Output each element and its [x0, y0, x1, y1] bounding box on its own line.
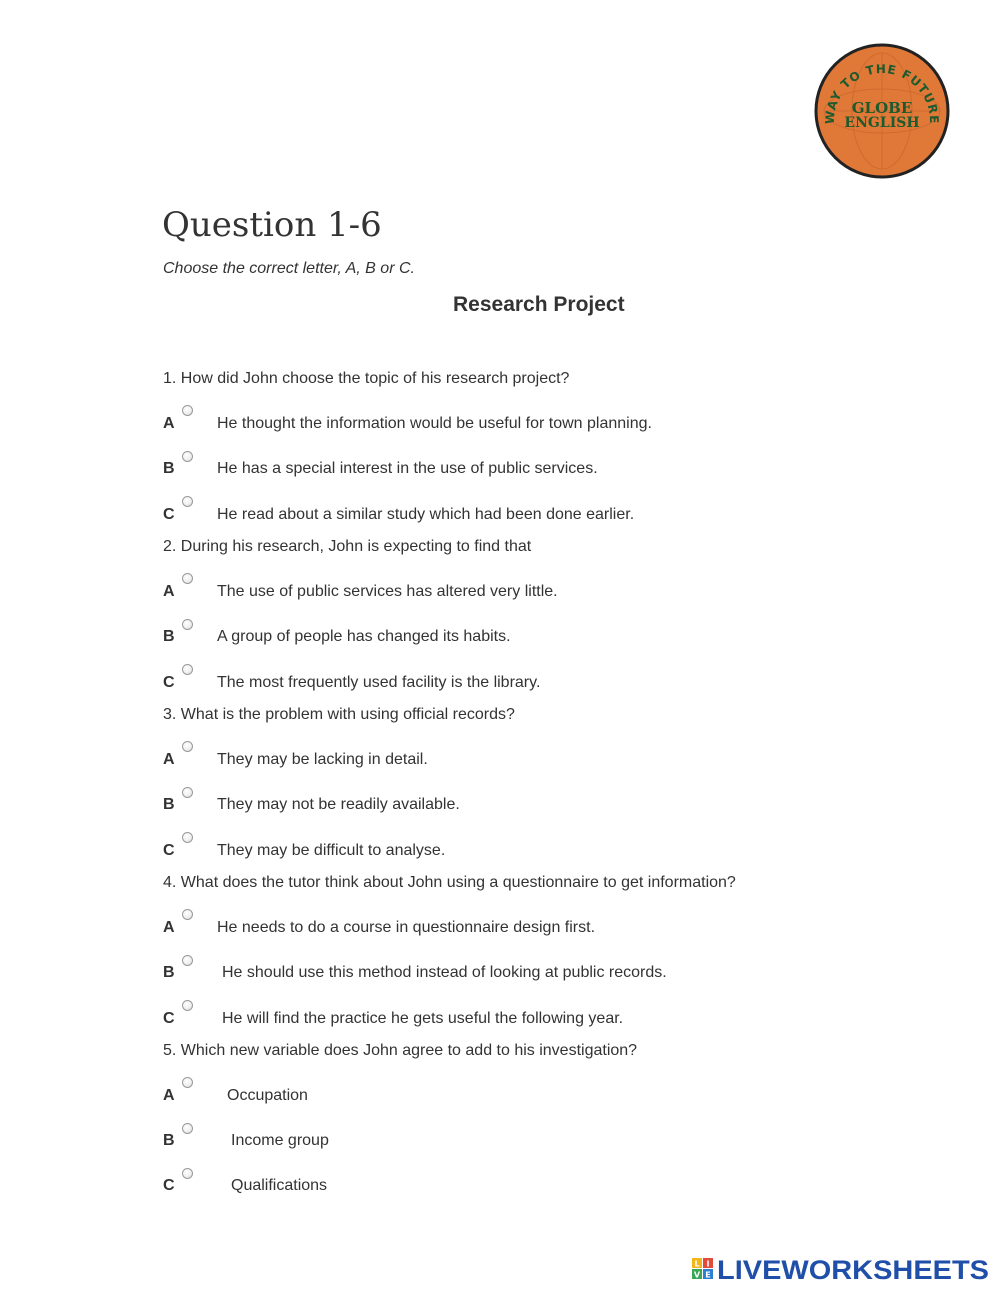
q3-option-c-text: They may be difficult to analyse. — [217, 842, 446, 859]
q4-option-b-text: He should use this method instead of looking at public records. — [222, 964, 667, 981]
q3-option-a-radio[interactable] — [182, 741, 193, 752]
q4-option-b-radio[interactable] — [182, 955, 193, 966]
q5-option-c-letter: C — [163, 1177, 175, 1194]
q5-option-c-radio[interactable] — [182, 1168, 193, 1179]
q1-option-a-text: He thought the information would be useful for town planning. — [217, 415, 652, 432]
q2-option-a-radio[interactable] — [182, 573, 193, 584]
q2-option-b-radio[interactable] — [182, 619, 193, 630]
q1-option-a-radio[interactable] — [182, 405, 193, 416]
q4-option-c-radio[interactable] — [182, 1000, 193, 1011]
q3-option-a-text: They may be lacking in detail. — [217, 751, 428, 768]
q3-option-c-radio[interactable] — [182, 832, 193, 843]
mark-letter-i: I — [706, 1259, 710, 1269]
q1-option-c-radio[interactable] — [182, 496, 193, 507]
q5-option-a-radio[interactable] — [182, 1077, 193, 1088]
logo-top-text: WAY TO THE FUTURE — [822, 61, 942, 125]
liveworksheets-logo — [692, 1255, 992, 1285]
q2-option-c-radio[interactable] — [182, 664, 193, 675]
globe-english-logo — [814, 43, 950, 179]
question-5-prompt: 5. Which new variable does John agree to add to his investigation? — [163, 1042, 638, 1059]
question-2-prompt: 2. During his research, John is expecting to find that — [163, 538, 532, 555]
logo-word-globe: GLOBE — [851, 99, 913, 117]
q4-option-a-letter: A — [163, 919, 175, 936]
q4-option-a-radio[interactable] — [182, 909, 193, 920]
q5-option-a-text: Occupation — [227, 1087, 308, 1104]
q5-option-b-text: Income group — [231, 1132, 329, 1149]
mark-letter-l: L — [694, 1259, 700, 1269]
q4-option-b-letter: B — [163, 964, 175, 981]
q3-option-b-text: They may not be readily available. — [217, 796, 460, 813]
question-1-prompt: 1. How did John choose the topic of his research project? — [163, 370, 570, 387]
q5-option-b-letter: B — [163, 1132, 175, 1149]
q2-option-c-text: The most frequently used facility is the library. — [217, 674, 541, 691]
q2-option-b-text: A group of people has changed its habits. — [217, 628, 511, 645]
q5-option-c-text: Qualifications — [231, 1177, 328, 1194]
question-4-prompt: 4. What does the tutor think about John using a questionnaire to get information? — [163, 874, 736, 891]
q2-option-b-letter: B — [163, 628, 175, 645]
brand-wordmark: LIVEWORKSHEETS — [717, 1255, 989, 1285]
section-title: Research Project — [453, 293, 625, 316]
q1-option-b-radio[interactable] — [182, 451, 193, 462]
q2-option-a-text: The use of public services has altered very little. — [217, 583, 558, 600]
q2-option-a-letter: A — [163, 583, 175, 600]
q1-option-a-letter: A — [163, 415, 175, 432]
logo-word-english: ENGLISH — [844, 115, 920, 131]
mark-letter-e: E — [705, 1270, 711, 1280]
q5-option-a-letter: A — [163, 1087, 175, 1104]
q3-option-b-letter: B — [163, 796, 175, 813]
mark-letter-v: V — [693, 1270, 701, 1280]
q4-option-c-text: He will find the practice he gets useful the following year. — [222, 1010, 624, 1027]
q4-option-a-text: He needs to do a course in questionnaire design first. — [217, 919, 596, 936]
q1-option-b-text: He has a special interest in the use of public services. — [217, 460, 598, 477]
q1-option-c-text: He read about a similar study which had been done earlier. — [217, 506, 635, 523]
q1-option-b-letter: B — [163, 460, 175, 477]
q5-option-b-radio[interactable] — [182, 1123, 193, 1134]
page-title: Question 1-6 — [162, 205, 382, 245]
q4-option-c-letter: C — [163, 1010, 175, 1027]
q3-option-c-letter: C — [163, 842, 175, 859]
q3-option-b-radio[interactable] — [182, 787, 193, 798]
instruction-text: Choose the correct letter, A, B or C. — [163, 260, 415, 277]
q1-option-c-letter: C — [163, 506, 175, 523]
question-3-prompt: 3. What is the problem with using official records? — [163, 706, 515, 723]
q2-option-c-letter: C — [163, 674, 175, 691]
q3-option-a-letter: A — [163, 751, 175, 768]
